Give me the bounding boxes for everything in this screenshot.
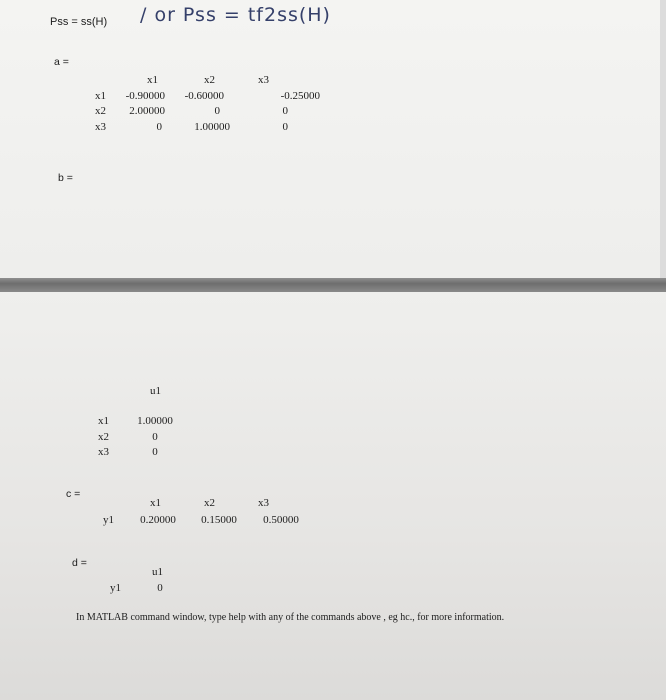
- matrix-c-row-label: y1: [103, 514, 114, 526]
- matrix-c-col-header: x2: [204, 497, 215, 509]
- lower-page: [0, 292, 666, 700]
- matrix-a-row-label: x1: [95, 90, 106, 102]
- matrix-a-col-header: x2: [204, 74, 215, 86]
- matrix-b-row-label: x2: [98, 431, 109, 443]
- matrix-a-cell: -0.90000: [125, 90, 165, 102]
- matrix-a-cell: 0: [214, 105, 220, 117]
- matrix-b-row-label: x3: [98, 446, 109, 458]
- help-note: In MATLAB command window, type help with any of the commands above , eg hc., for more information.: [76, 612, 505, 623]
- upper-page: [0, 0, 666, 278]
- matrix-d-cell: 0: [157, 582, 163, 594]
- matrix-a-col-header: x3: [258, 74, 269, 86]
- matrix-b-row-label: x1: [98, 415, 109, 427]
- matrix-c-cell: 0.15000: [201, 514, 237, 526]
- matrix-c-cell: 0.50000: [263, 514, 299, 526]
- matrix-a-row-label: x2: [95, 105, 106, 117]
- matrix-d-label: d =: [72, 557, 87, 569]
- matrix-a-cell: 2.00000: [129, 105, 165, 117]
- matrix-b-cell: 0: [152, 431, 158, 443]
- matrix-a-cell: 0: [156, 121, 162, 133]
- matrix-a-col-header: x1: [147, 74, 158, 86]
- matrix-b-col-header: u1: [150, 385, 161, 397]
- page-edge: [660, 0, 666, 278]
- matrix-a-cell: 1.00000: [194, 121, 230, 133]
- matrix-b-cell: 1.00000: [137, 415, 173, 427]
- matrix-a-label: a =: [54, 56, 69, 68]
- matrix-b-cell: 0: [152, 446, 158, 458]
- matrix-c-col-header: x3: [258, 497, 269, 509]
- page-fold-divider: [0, 278, 666, 292]
- matrix-a-cell: -0.25000: [280, 90, 320, 102]
- matrix-d-row-label: y1: [110, 582, 121, 594]
- matrix-a-row-label: x3: [95, 121, 106, 133]
- matrix-c-cell: 0.20000: [140, 514, 176, 526]
- matrix-a-cell: 0: [282, 121, 288, 133]
- matrix-c-label: c =: [66, 488, 81, 500]
- handwritten-annotation: / or Pss = tf2ss(H): [140, 4, 331, 26]
- matrix-d-col-header: u1: [152, 566, 163, 578]
- command-line: Pss = ss(H): [50, 16, 108, 28]
- matrix-b-label: b =: [58, 172, 73, 184]
- matrix-a-cell: -0.60000: [184, 90, 224, 102]
- matrix-a-cell: 0: [282, 105, 288, 117]
- matrix-c-col-header: x1: [150, 497, 161, 509]
